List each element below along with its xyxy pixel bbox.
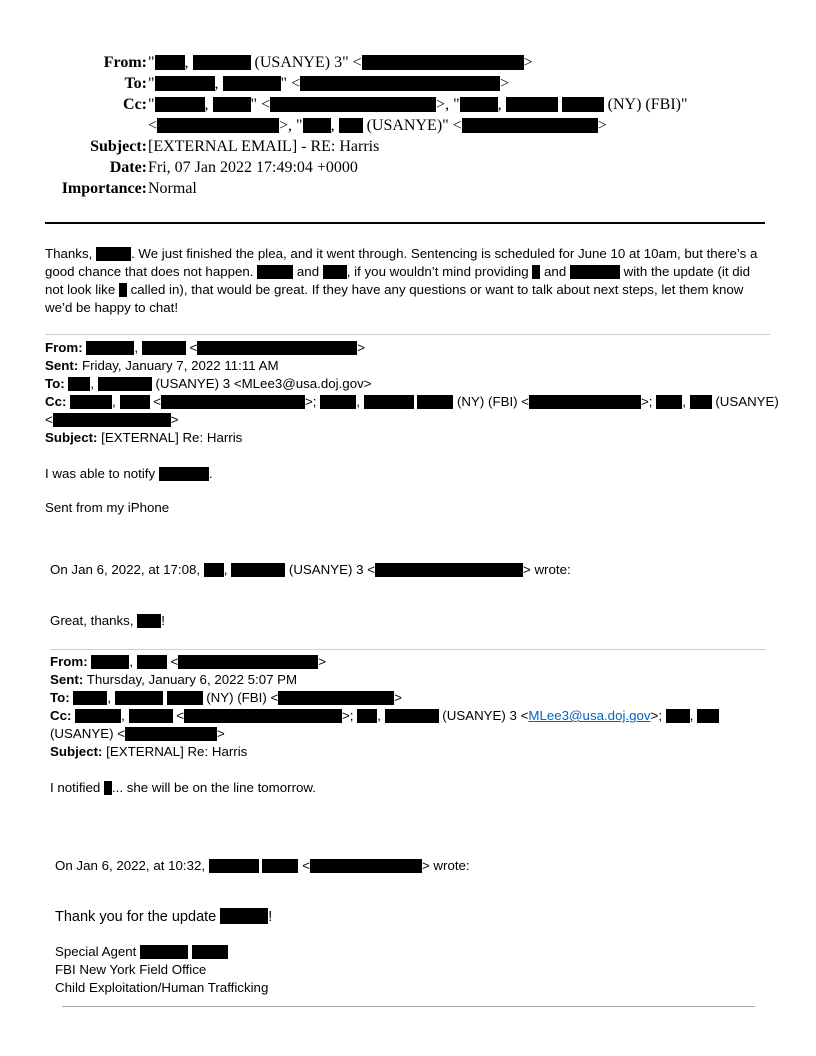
message-3-subject-row bbox=[50, 743, 247, 761]
redaction-box bbox=[300, 76, 500, 91]
redaction-box bbox=[192, 945, 228, 959]
redaction-box bbox=[220, 908, 268, 924]
redaction-box bbox=[161, 395, 305, 409]
text-fragment: >; bbox=[641, 394, 653, 409]
message-3-cc-row-2 bbox=[50, 725, 225, 743]
redaction-box bbox=[104, 781, 112, 795]
text-fragment: , bbox=[134, 340, 139, 355]
text-fragment: with the update (it did not look like bbox=[45, 264, 751, 297]
text-fragment: >; bbox=[305, 394, 317, 409]
text-fragment: (USANYE) 3 < bbox=[288, 562, 375, 577]
message-3-subject-value: [EXTERNAL] Re: Harris bbox=[106, 744, 248, 759]
text-fragment: , bbox=[497, 96, 502, 113]
text-fragment: , bbox=[121, 708, 125, 723]
redaction-box bbox=[70, 395, 112, 409]
redaction-box bbox=[375, 563, 523, 577]
text-fragment: , bbox=[223, 562, 228, 577]
text-fragment: > wrote: bbox=[522, 562, 571, 577]
signature-office: FBI New York Field Office bbox=[55, 962, 207, 977]
redaction-box bbox=[159, 467, 209, 481]
email-link[interactable]: MLee3@usa.doj.gov bbox=[528, 708, 651, 723]
redaction-box bbox=[137, 614, 161, 628]
header-importance-value: Normal bbox=[148, 180, 197, 197]
text-fragment: >; bbox=[342, 708, 354, 723]
message-2-cc-row bbox=[45, 393, 779, 411]
redaction-box bbox=[362, 55, 524, 70]
text-fragment: " < bbox=[250, 96, 271, 113]
header-importance-label: Importance: bbox=[61, 180, 147, 197]
quote-1-attribution bbox=[50, 561, 571, 579]
message-1-body bbox=[45, 245, 770, 317]
redaction-box bbox=[223, 76, 281, 91]
message-3-from-row bbox=[50, 653, 326, 671]
redaction-box bbox=[115, 691, 163, 705]
redaction-box bbox=[339, 118, 363, 133]
quote-2-body bbox=[55, 908, 272, 926]
header-cc-line-1 bbox=[148, 94, 688, 115]
signature-title-row bbox=[55, 943, 228, 961]
text-fragment: < bbox=[176, 708, 185, 723]
text-fragment: (NY) (FBI) < bbox=[206, 690, 279, 705]
message-2-signature: Sent from my iPhone bbox=[45, 500, 170, 515]
text-fragment: > bbox=[170, 412, 179, 427]
message-2-body bbox=[45, 465, 213, 483]
text-fragment: , bbox=[689, 708, 694, 723]
redaction-box bbox=[462, 118, 598, 133]
quote-1-body bbox=[50, 612, 165, 630]
redaction-box bbox=[231, 563, 285, 577]
redaction-box bbox=[213, 97, 251, 112]
redaction-box bbox=[184, 709, 342, 723]
message-2-subject-value: [EXTERNAL] Re: Harris bbox=[101, 430, 243, 445]
message-2-to-value: (USANYE) 3 <MLee3@usa.doj.gov> bbox=[155, 376, 372, 391]
redaction-box bbox=[357, 709, 377, 723]
text-fragment: On Jan 6, 2022, at 17:08, bbox=[50, 562, 201, 577]
text-fragment: , bbox=[129, 654, 134, 669]
redaction-box bbox=[697, 709, 719, 723]
redaction-box bbox=[270, 97, 436, 112]
redaction-box bbox=[125, 727, 217, 741]
text-fragment: < bbox=[170, 654, 179, 669]
redaction-box bbox=[53, 413, 171, 427]
text-fragment: > bbox=[394, 690, 402, 705]
message-2-to-row bbox=[45, 375, 372, 393]
text-fragment: > bbox=[597, 117, 607, 134]
message-2-sent-label: Sent: bbox=[45, 358, 79, 373]
message-2-cc-label: Cc: bbox=[45, 394, 67, 409]
text-fragment: Thank you for the update bbox=[55, 909, 217, 925]
text-fragment: >, " bbox=[279, 117, 303, 134]
text-fragment: . bbox=[208, 466, 213, 481]
text-fragment: and bbox=[296, 264, 320, 279]
text-fragment: > wrote: bbox=[421, 858, 470, 873]
header-subject-label: Subject: bbox=[90, 138, 147, 155]
redaction-box bbox=[75, 709, 121, 723]
text-fragment: Great, thanks, bbox=[50, 613, 134, 628]
redaction-box bbox=[562, 97, 604, 112]
text-fragment: I notified bbox=[50, 780, 101, 795]
text-fragment: , if you wouldn’t mind providing bbox=[346, 264, 529, 279]
text-fragment: , bbox=[377, 708, 381, 723]
message-divider bbox=[50, 649, 766, 650]
text-fragment: , bbox=[184, 54, 189, 71]
text-fragment: , bbox=[107, 690, 112, 705]
redaction-box bbox=[155, 76, 215, 91]
text-fragment: ! bbox=[268, 909, 273, 925]
redaction-box bbox=[167, 691, 203, 705]
header-date-value: Fri, 07 Jan 2022 17:49:04 +0000 bbox=[148, 159, 358, 176]
redaction-box bbox=[73, 691, 107, 705]
redaction-box bbox=[137, 655, 167, 669]
message-3-body bbox=[50, 779, 316, 797]
text-fragment: (USANYE) 3" < bbox=[250, 54, 362, 71]
text-fragment: , bbox=[90, 376, 95, 391]
redaction-box bbox=[460, 97, 498, 112]
quote-2-attribution bbox=[55, 857, 470, 875]
message-3-to-label: To: bbox=[50, 690, 70, 705]
message-2-sent-row bbox=[45, 357, 279, 375]
signature-unit: Child Exploitation/Human Trafficking bbox=[55, 980, 269, 995]
message-2-cc-row-2 bbox=[45, 411, 179, 429]
message-3-to-row bbox=[50, 689, 402, 707]
redaction-box bbox=[209, 859, 259, 873]
text-fragment: and bbox=[544, 264, 567, 279]
text-fragment: , bbox=[330, 117, 335, 134]
text-fragment: (USANYE) bbox=[715, 394, 779, 409]
text-fragment: Thanks, bbox=[45, 246, 93, 261]
redaction-box bbox=[529, 395, 641, 409]
text-fragment: " bbox=[148, 54, 155, 71]
message-3-sent-row bbox=[50, 671, 297, 689]
message-2-to-label: To: bbox=[45, 376, 65, 391]
text-fragment: I was able to notify bbox=[45, 466, 156, 481]
header-subject-value: [EXTERNAL EMAIL] - RE: Harris bbox=[148, 138, 380, 155]
text-fragment: , bbox=[356, 394, 360, 409]
redaction-box bbox=[157, 118, 279, 133]
redaction-box bbox=[385, 709, 439, 723]
redaction-box bbox=[98, 377, 152, 391]
message-2-from-row bbox=[45, 339, 365, 357]
redaction-box bbox=[204, 563, 224, 577]
text-fragment: " bbox=[148, 96, 155, 113]
header-from-value bbox=[148, 52, 533, 73]
header-from-label: From: bbox=[103, 54, 147, 71]
message-3-sent-value: Thursday, January 6, 2022 5:07 PM bbox=[86, 672, 298, 687]
text-fragment: ! bbox=[161, 613, 165, 628]
redaction-box bbox=[257, 265, 293, 279]
text-fragment: (NY) (FBI) < bbox=[457, 394, 530, 409]
header-to-value bbox=[148, 73, 509, 94]
redaction-box bbox=[96, 247, 131, 261]
text-fragment: < bbox=[302, 858, 310, 873]
redaction-box bbox=[262, 859, 298, 873]
text-fragment: >; bbox=[650, 708, 663, 723]
text-fragment: < bbox=[148, 117, 158, 134]
message-2-from-label: From: bbox=[45, 340, 83, 355]
message-3-subject-label: Subject: bbox=[50, 744, 103, 759]
message-3-cc-row bbox=[50, 707, 719, 725]
header-cc-line-2 bbox=[148, 115, 607, 136]
redaction-box bbox=[570, 265, 620, 279]
message-3-cc-label: Cc: bbox=[50, 708, 72, 723]
text-fragment: > bbox=[357, 340, 366, 355]
message-2-sent-value: Friday, January 7, 2022 11:11 AM bbox=[81, 358, 279, 373]
redaction-box bbox=[129, 709, 173, 723]
redaction-box bbox=[120, 395, 150, 409]
message-2-subject-row bbox=[45, 429, 242, 447]
redaction-box bbox=[142, 341, 186, 355]
redaction-box bbox=[506, 97, 558, 112]
header-divider bbox=[45, 222, 765, 224]
text-fragment: > bbox=[217, 726, 225, 741]
text-fragment: , bbox=[682, 394, 686, 409]
text-fragment: On Jan 6, 2022, at 10:32, bbox=[55, 858, 206, 873]
message-3-from-label: From: bbox=[50, 654, 88, 669]
message-3-sent-label: Sent: bbox=[50, 672, 84, 687]
redaction-box bbox=[690, 395, 712, 409]
redaction-box bbox=[532, 265, 540, 279]
redaction-box bbox=[197, 341, 357, 355]
redaction-box bbox=[323, 265, 347, 279]
text-fragment: (NY) (FBI)" bbox=[603, 96, 688, 113]
redaction-box bbox=[310, 859, 422, 873]
text-fragment: (USANYE) 3 < bbox=[442, 708, 529, 723]
text-fragment: called in), that would be great. If they have any questions or want to talk about next steps, let them know we’d be happy to chat! bbox=[45, 282, 744, 315]
redaction-box bbox=[656, 395, 682, 409]
text-fragment: , bbox=[112, 394, 116, 409]
redaction-box bbox=[91, 655, 129, 669]
text-fragment: , bbox=[214, 75, 219, 92]
redaction-box bbox=[119, 283, 127, 297]
text-fragment: > bbox=[318, 654, 327, 669]
signature-title: Special Agent bbox=[55, 944, 137, 959]
redaction-box bbox=[417, 395, 453, 409]
redaction-box bbox=[68, 377, 90, 391]
redaction-box bbox=[666, 709, 690, 723]
footer-divider bbox=[62, 1006, 755, 1007]
text-fragment: (USANYE)" < bbox=[362, 117, 462, 134]
redaction-box bbox=[278, 691, 394, 705]
redaction-box bbox=[155, 55, 185, 70]
text-fragment: . We just finished the plea, and it went through. Sentencing is scheduled for June 10 at 10am, but there’s a good chance that does not happen. bbox=[45, 246, 758, 279]
text-fragment: < bbox=[189, 340, 198, 355]
header-date-label: Date: bbox=[109, 159, 147, 176]
text-fragment: " < bbox=[280, 75, 301, 92]
text-fragment: < bbox=[45, 412, 53, 427]
redaction-box bbox=[86, 341, 134, 355]
header-to-label: To: bbox=[124, 75, 147, 92]
redaction-box bbox=[140, 945, 188, 959]
text-fragment: , bbox=[204, 96, 209, 113]
text-fragment: > bbox=[523, 54, 533, 71]
redaction-box bbox=[364, 395, 414, 409]
redaction-box bbox=[303, 118, 331, 133]
header-cc-label: Cc: bbox=[123, 96, 147, 113]
text-fragment: >, " bbox=[436, 96, 460, 113]
message-2-subject-label: Subject: bbox=[45, 430, 98, 445]
text-fragment: ... she will be on the line tomorrow. bbox=[111, 780, 316, 795]
text-fragment: < bbox=[153, 394, 162, 409]
text-fragment: " bbox=[148, 75, 155, 92]
text-fragment: (USANYE) < bbox=[50, 726, 125, 741]
redaction-box bbox=[178, 655, 318, 669]
redaction-box bbox=[320, 395, 356, 409]
redaction-box bbox=[193, 55, 251, 70]
text-fragment: > bbox=[500, 75, 510, 92]
message-divider bbox=[45, 334, 770, 335]
redaction-box bbox=[155, 97, 205, 112]
